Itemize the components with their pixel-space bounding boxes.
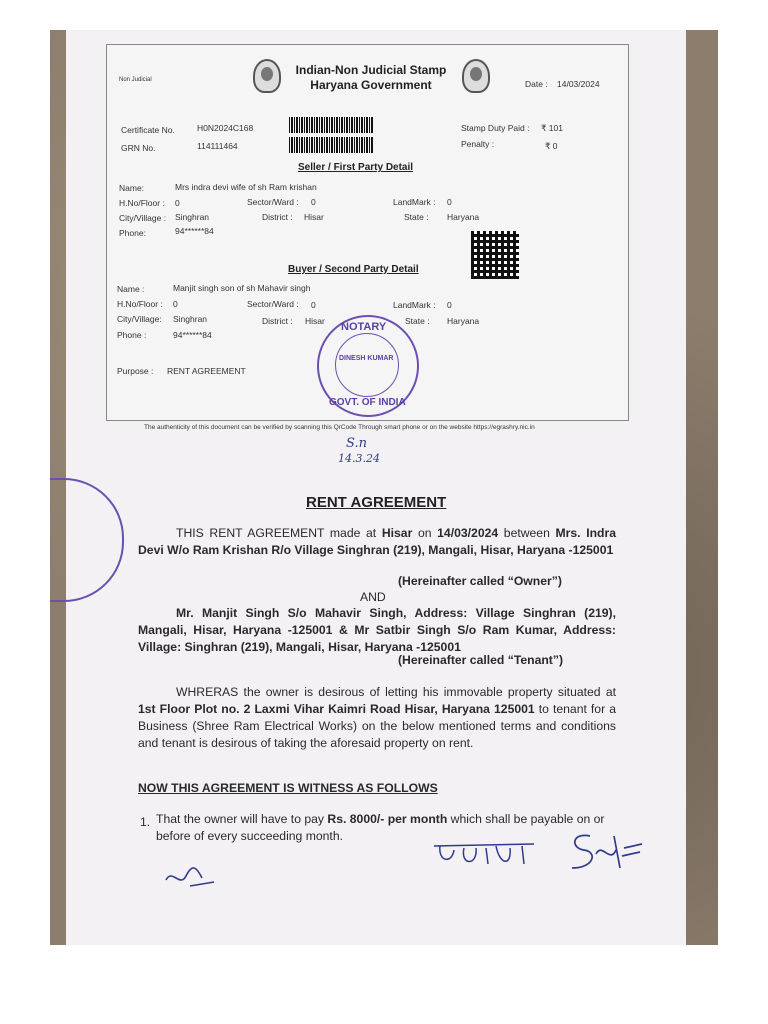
buyer-name-value: Manjit singh son of sh Mahavir singh <box>173 283 311 293</box>
whereas-text: WHRERAS the owner is desirous of letting his immovable property situated at <box>176 685 616 699</box>
stamp-duty-label: Stamp Duty Paid : <box>461 123 530 133</box>
grn-label: GRN No. <box>121 143 156 153</box>
grn-value: 114111464 <box>197 141 238 151</box>
clause-1 <box>156 811 616 845</box>
non-judicial-label: Non Judicial <box>119 77 152 83</box>
seller-city-label: City/Village : <box>119 213 167 223</box>
rent-amount: Rs. 8000/- per month <box>327 812 448 826</box>
intro-text-mid: on <box>412 526 438 540</box>
clause-1-text-post: which shall be payable on or before of every succeeding month. <box>156 812 605 843</box>
seller-landmark-label: LandMark : <box>393 197 436 207</box>
buyer-district-value: Hisar <box>305 316 325 326</box>
stamp-title-line2: Haryana Government <box>310 78 432 92</box>
stamp-title <box>291 63 451 93</box>
tenant-called: (Hereinafter called “Tenant”) <box>398 653 564 667</box>
witness-heading: NOW THIS AGREEMENT IS WITNESS AS FOLLOWS <box>138 781 438 795</box>
owner-details: Mrs. Indra Devi W/o Ram Krishan R/o Village Singhran (219), Mangali, Hisar, Haryana -125001 <box>138 526 616 557</box>
state-emblem-icon <box>253 59 281 93</box>
seller-state-value: Haryana <box>447 212 480 222</box>
clause-1-text: That the owner will have to pay <box>156 812 328 826</box>
clause-1-number: 1. <box>140 815 151 829</box>
seller-hno-label: H.No/Floor : <box>119 198 165 208</box>
whereas-text-post: to tenant for a Business (Shree Ram Electrical Works) on the below mentioned terms and conditions and tenant is desirous of taking the aforesaid property on rent. <box>138 702 616 750</box>
buyer-hno-label: H.No/Floor : <box>117 299 163 309</box>
buyer-landmark-label: LandMark : <box>393 300 436 310</box>
seller-phone-value: 94******84 <box>175 226 214 236</box>
buyer-sector-value: 0 <box>311 300 316 310</box>
buyer-city-value: Singhran <box>173 314 208 324</box>
buyer-phone-label: Phone : <box>117 330 147 340</box>
seller-sector-label: Sector/Ward : <box>247 197 299 207</box>
seller-city-value: Singhran <box>175 212 210 222</box>
barcode-icon-2 <box>289 137 373 153</box>
purpose-value: RENT AGREEMENT <box>167 366 246 376</box>
seller-state-label: State : <box>404 212 429 222</box>
penalty-label: Penalty : <box>461 139 495 149</box>
buyer-city-label: City/Village: <box>117 314 162 324</box>
owner-signature <box>160 858 220 894</box>
penalty-value: ₹ 0 <box>545 141 558 151</box>
seller-name-value: Mrs indra devi wife of sh Ram krishan <box>175 182 317 192</box>
buyer-district-label: District : <box>262 316 293 326</box>
purpose-label: Purpose : <box>117 366 154 376</box>
handwritten-serial: S.n <box>346 436 367 451</box>
state-emblem-icon-right <box>462 59 490 93</box>
verification-footnote: The authenticity of this document can be verified by scanning this QrCode Through smart phone or on the website https://egrashry.nic.in <box>144 424 535 431</box>
seller-hno-value: 0 <box>175 198 180 208</box>
buyer-hno-value: 0 <box>173 299 178 309</box>
intro-date: 14/03/2024 <box>437 526 499 540</box>
certificate-label: Certificate No. <box>121 125 175 135</box>
agreement-intro <box>138 525 616 559</box>
tenant-signature-1 <box>430 836 540 872</box>
certificate-value: H0N2024C168 <box>197 123 254 133</box>
seller-sector-value: 0 <box>311 197 316 207</box>
buyer-sector-label: Sector/Ward : <box>247 299 299 309</box>
seller-landmark-value: 0 <box>447 197 452 207</box>
buyer-landmark-value: 0 <box>447 300 452 310</box>
qr-code-icon <box>471 231 519 279</box>
seller-section-title: Seller / First Party Detail <box>298 162 414 173</box>
barcode-icon <box>289 117 373 133</box>
seller-phone-label: Phone: <box>119 228 146 238</box>
intro-text: THIS RENT AGREEMENT made at <box>176 526 382 540</box>
intro-place: Hisar <box>381 526 413 540</box>
intro-between: between <box>498 526 556 540</box>
seller-name-label: Name: <box>119 183 145 193</box>
notary-seal <box>317 315 419 417</box>
tenant-signature-2 <box>562 828 648 876</box>
buyer-state-label: State : <box>405 316 430 326</box>
date-label: Date : <box>525 79 548 89</box>
and-separator: AND <box>360 590 386 604</box>
buyer-state-value: Haryana <box>447 316 480 326</box>
date-value: 14/03/2024 <box>557 79 600 89</box>
notary-seal-name: DINESH KUMAR <box>339 355 394 362</box>
buyer-phone-value: 94******84 <box>173 330 212 340</box>
stamp-paper-box <box>106 44 629 421</box>
notary-seal-inner <box>335 333 399 397</box>
stamp-duty-value: ₹ 101 <box>541 123 563 133</box>
notary-seal-top: NOTARY <box>341 321 387 333</box>
whereas-paragraph <box>138 684 616 752</box>
tenant-details: Mr. Manjit Singh S/o Mahavir Singh, Address: Village Singhran (219), Mangali, Hisar, Haryana -125001 & Mr Satbir Singh S/o Ram Kumar, Address: Village: Singhran (219), Mangali, Hisar, Haryana -125001 <box>138 606 616 654</box>
seller-district-value: Hisar <box>304 212 324 222</box>
notary-seal-bottom: GOVT. OF INDIA <box>329 397 406 408</box>
handwritten-serial-date: 14.3.24 <box>338 452 380 465</box>
buyer-name-label: Name : <box>117 284 145 294</box>
agreement-title: RENT AGREEMENT <box>306 494 447 511</box>
buyer-section-title: Buyer / Second Party Detail <box>288 264 419 275</box>
stamp-title-line1: Indian-Non Judicial Stamp <box>295 63 447 77</box>
property-address: 1st Floor Plot no. 2 Laxmi Vihar Kaimri Road Hisar, Haryana 125001 <box>138 702 535 716</box>
seller-district-label: District : <box>262 212 293 222</box>
owner-called: (Hereinafter called “Owner”) <box>398 574 562 588</box>
